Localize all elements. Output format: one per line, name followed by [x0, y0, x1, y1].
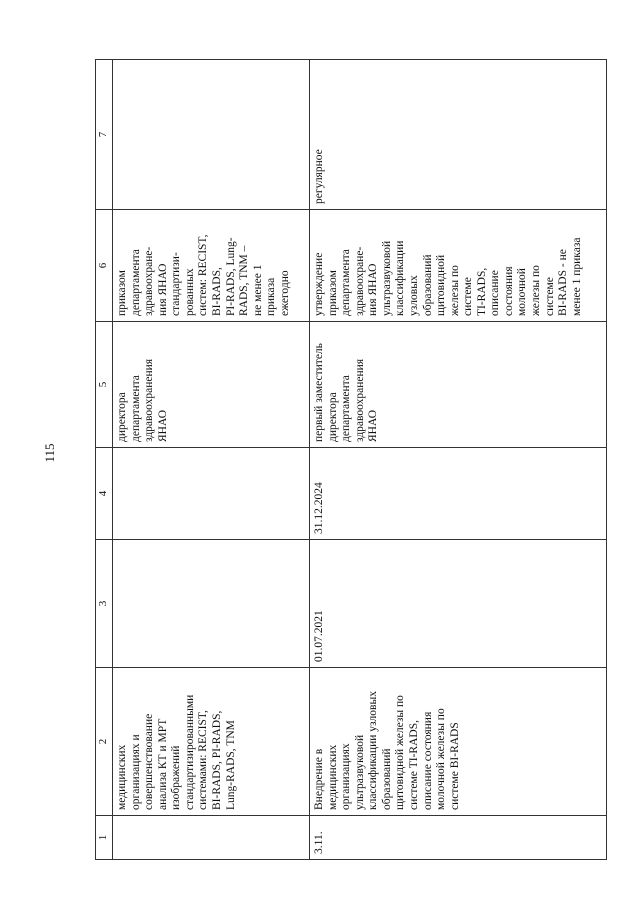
- activity-cell: медицинских организациях и совершенствование анализа КТ и МРТ изображений стандартизированными системами: RECIST, BI-RADS, PI-RADS, Lung-RADS, TNM: [113, 668, 310, 816]
- frequency-cell: регулярное: [310, 60, 607, 210]
- rotated-table-container: [95, 60, 600, 860]
- row-number-cell: 3.11.: [310, 816, 607, 860]
- column-number: 2: [96, 668, 113, 816]
- column-number: 6: [96, 210, 113, 322]
- start-date-cell: 01.07.2021: [310, 540, 607, 668]
- table-rotation-frame: [95, 60, 600, 860]
- result-cell: утверждение приказом департамента здравоохране- ния ЯНАО ультразвуковой классификации узловых образований щитовидной железы по системе TI-RADS, описание состояния молочной железы по системе BI-RADS - не менее 1 приказа: [310, 210, 607, 322]
- frequency-cell: [113, 60, 310, 210]
- column-number: 7: [96, 60, 113, 210]
- column-number-row: [96, 60, 113, 860]
- responsible-cell: первый заместитель директора департамента здравоохранения ЯНАО: [310, 322, 607, 448]
- column-number: 1: [96, 816, 113, 860]
- result-cell: приказом департамента здравоохране- ния ЯНАО стандартизи- рованных систем: RECIST, BI-RADS, PI-RADS, Lung- RADS, TNM – не менее 1 приказа ежегодно: [113, 210, 310, 322]
- column-number: 4: [96, 448, 113, 540]
- table-row: [310, 60, 607, 860]
- table-row: [113, 60, 310, 860]
- responsible-cell: директора департамента здравоохранения ЯНАО: [113, 322, 310, 448]
- column-number: 3: [96, 540, 113, 668]
- row-number-cell: [113, 816, 310, 860]
- activities-table: [95, 59, 607, 860]
- start-date-cell: [113, 540, 310, 668]
- end-date-cell: [113, 448, 310, 540]
- end-date-cell: 31.12.2024: [310, 448, 607, 540]
- activity-cell: Внедрение в медицинских организациях ультразвуковой классификации узловых образований щитовидной железы по системе TI-RADS, описание состояния молочной железы по системе BI-RADS: [310, 668, 607, 816]
- page-number: 115: [42, 443, 57, 463]
- column-number: 5: [96, 322, 113, 448]
